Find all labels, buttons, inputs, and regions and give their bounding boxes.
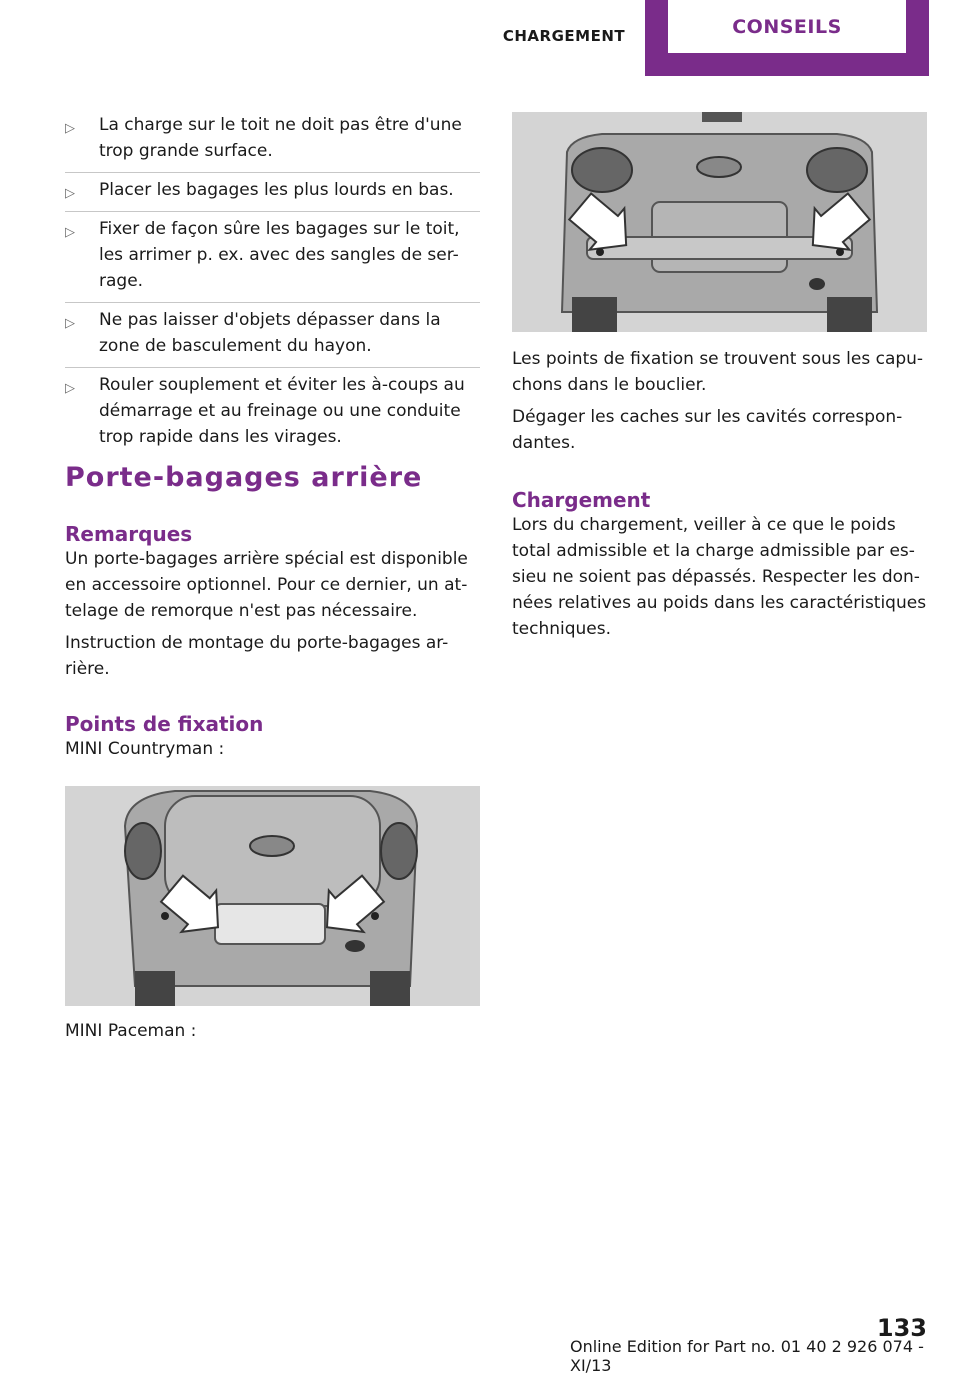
- page-number: 133: [876, 1314, 927, 1342]
- countryman-rear-illustration: [65, 786, 480, 1006]
- list-item: ▷ Ne pas laisser d'objets dépasser dans la zone de basculement du hayon.: [65, 303, 480, 368]
- remarques-heading: Remarques: [65, 522, 193, 546]
- list-item: ▷ La charge sur le toit ne doit pas être d'une trop grande surface.: [65, 108, 480, 173]
- bullet-triangle-icon: ▷: [65, 381, 75, 396]
- paceman-car-drawing: [512, 112, 927, 332]
- header-chapter-label: CONSEILS: [668, 0, 906, 53]
- bullet-triangle-icon: ▷: [65, 121, 75, 136]
- header-section-label: CHARGEMENT: [502, 27, 626, 45]
- countryman-label: MINI Countryman :: [65, 739, 225, 759]
- list-item: ▷ Rouler souplement et éviter les à-coups au démarrage et au freinage ou une conduite trop rapide dans les virages.: [65, 375, 465, 447]
- chargement-paragraph: Lors du chargement, veiller à ce que le poids total admissible et la charge admissible par es-sieu ne soient pas dépassés. Respecter les don-nées relatives au poids dans les caractéristiques techniques.: [512, 515, 927, 639]
- bullet-triangle-icon: ▷: [65, 186, 75, 201]
- remarques-paragraph-2: Instruction de montage du porte-bagages ar-rière.: [65, 633, 449, 679]
- bullet-triangle-icon: ▷: [65, 225, 75, 240]
- left-column: [65, 108, 480, 458]
- remarques-paragraph-1: Un porte-bagages arrière spécial est disponible en accessoire optionnel. Pour ce dernier, un at-telage de remorque n'est pas nécessaire.: [65, 549, 468, 621]
- paceman-rear-illustration: [512, 112, 927, 332]
- fixation-heading: Points de fixation: [65, 712, 264, 736]
- countryman-car-drawing: [65, 786, 480, 1006]
- edition-footer: Online Edition for Part no. 01 40 2 926 074 - XI/13: [570, 1337, 924, 1375]
- paceman-label: MINI Paceman :: [65, 1021, 197, 1041]
- header-chapter-tab: [645, 0, 929, 76]
- list-item: ▷ Fixer de façon sûre les bagages sur le toit, les arrimer p. ex. avec des sangles de ser-rage.: [65, 212, 480, 303]
- bullet-list: [65, 108, 480, 458]
- fixation-caption-1: Les points de fixation se trouvent sous les capu-chons dans le bouclier.: [512, 349, 924, 395]
- fixation-caption-2: Dégager les caches sur les cavités correspon-dantes.: [512, 407, 903, 453]
- chargement-heading: Chargement: [512, 488, 651, 512]
- list-item: ▷ Placer les bagages les plus lourds en bas.: [65, 173, 480, 212]
- section-title: Porte-bagages arrière: [65, 462, 423, 493]
- bullet-triangle-icon: ▷: [65, 316, 75, 331]
